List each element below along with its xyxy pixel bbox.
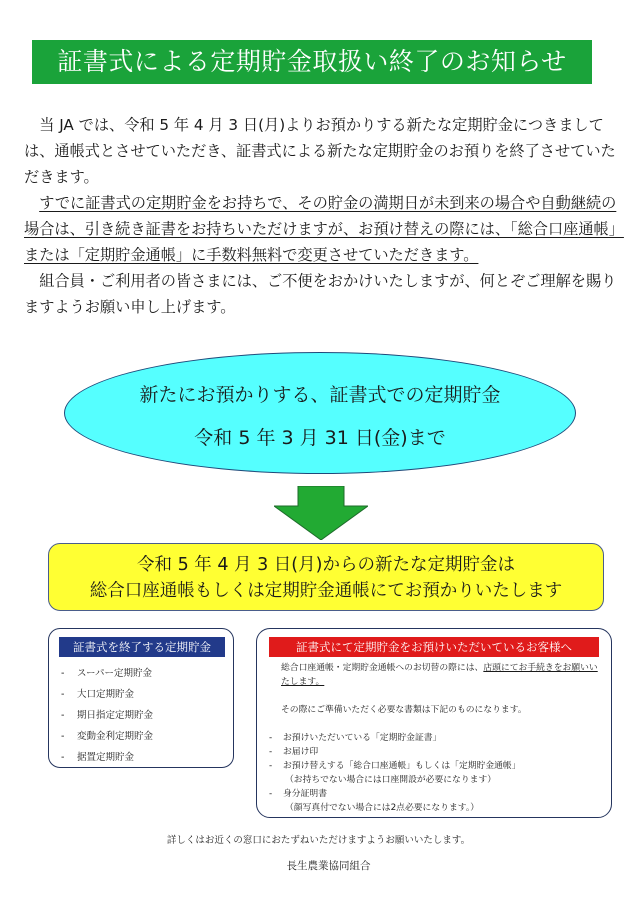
list-item: - 変動金利定期貯金 bbox=[61, 731, 154, 742]
documents-intro: その際にご準備いただく必要な書類は下記のものになります。 bbox=[281, 705, 527, 715]
ending-deposits-header: 証書式を終了する定期貯金 bbox=[59, 637, 225, 657]
required-documents-list bbox=[269, 731, 599, 815]
deadline-line-1: 新たにお預かりする、証書式での定期貯金 bbox=[139, 384, 501, 406]
list-item: - 期日指定定期貯金 bbox=[61, 710, 154, 721]
list-item: - 据置定期貯金 bbox=[61, 752, 135, 763]
new-deposit-notice bbox=[48, 543, 604, 611]
new-deposit-line-2: 総合口座通帳もしくは定期貯金通帳にてお預かりいたします bbox=[89, 581, 563, 601]
new-deposit-line-1: 令和 5 年 4 月 3 日(月)からの新たな定期貯金は bbox=[137, 555, 515, 575]
list-item: - 身分証明書 （顔写真付でない場合には2点必要になります。） bbox=[269, 789, 480, 813]
intro-paragraph-3: 組合員・ご利用者の皆さまには、ご不便をおかけいたしますが、何とぞご理解を賜りますようお願い申し上げます。 bbox=[24, 272, 617, 316]
customer-notice-box bbox=[256, 628, 612, 818]
list-item: - お預け替えする「総合口座通帳」もしくは「定期貯金通帳」 （お持ちでない場合には口座開設が必要になります） bbox=[269, 761, 521, 785]
down-arrow-icon bbox=[274, 486, 368, 540]
intro-text bbox=[24, 112, 624, 320]
customer-notice-body bbox=[269, 661, 599, 815]
ending-deposits-box bbox=[48, 628, 234, 768]
deadline-ellipse bbox=[64, 352, 576, 474]
list-item: - スーパー定期貯金 bbox=[61, 668, 153, 679]
list-item: - お預けいただいている「定期貯金証書」 bbox=[269, 733, 442, 743]
ending-deposits-list bbox=[61, 663, 153, 768]
switch-instruction: 総合口座通帳・定期貯金通帳へのお切替の際には、店頭にてお手続きをお願いいたします。 bbox=[281, 663, 598, 687]
customer-notice-header: 証書式にて定期貯金をお預けいただいているお客様へ bbox=[269, 637, 599, 657]
footer-note: 詳しくはお近くの窓口におたずねいただけますようお願いいたします。 bbox=[166, 835, 471, 846]
organization-name: 長生農業協同組合 bbox=[286, 860, 371, 872]
page-title: 証書式による定期貯金取扱い終了のお知らせ bbox=[32, 40, 592, 84]
intro-paragraph-2: すでに証書式の定期貯金をお持ちで、その貯金の満期日が未到来の場合や自動継続の場合は、引き続き証書をお持ちいただけますが、お預け替えの際には、「総合口座通帳」または「定期貯金通帳」に手数料無料で変更させていただきます。 bbox=[24, 194, 624, 264]
list-item: - お届け印 bbox=[269, 747, 319, 757]
list-item: - 大口定期貯金 bbox=[61, 689, 135, 700]
deadline-line-2: 令和 5 年 3 月 31 日(金)まで bbox=[194, 427, 446, 449]
intro-paragraph-1: 当 JA では、令和 5 年 4 月 3 日(月)よりお預かりする新たな定期貯金につきましては、通帳式とさせていただき、証書式による新たな定期貯金のお預りを終了させていただきます。 bbox=[24, 116, 616, 186]
